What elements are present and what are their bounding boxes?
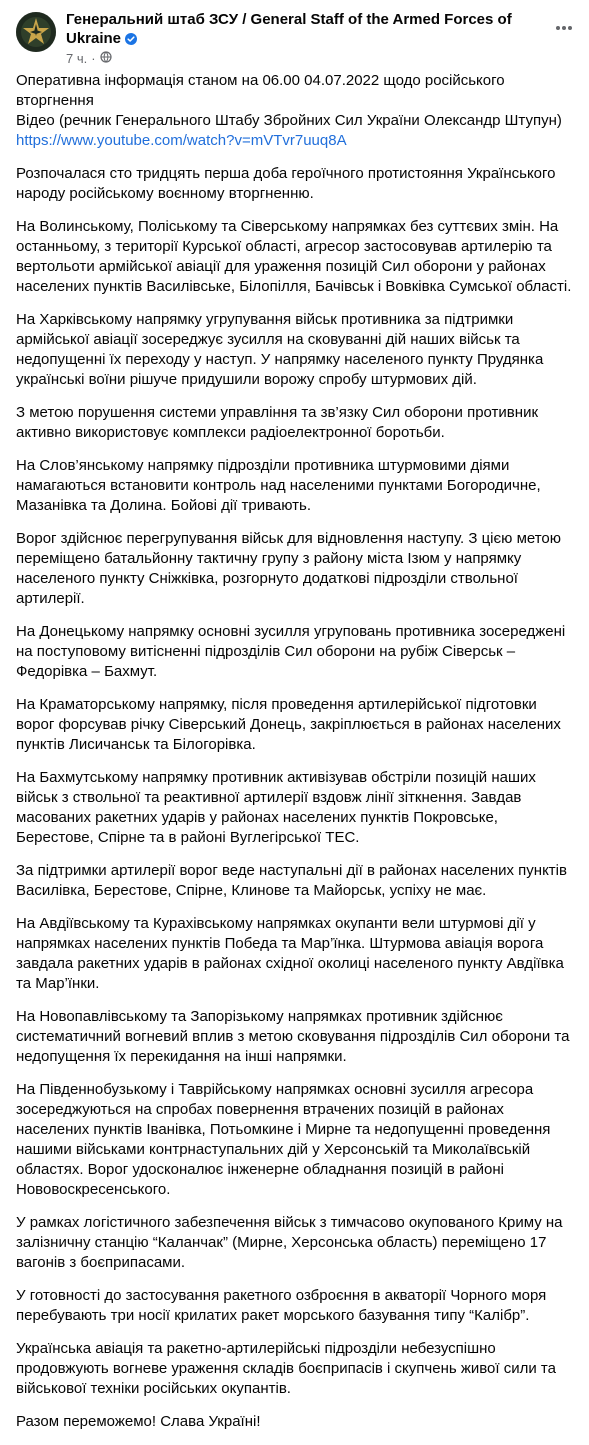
post-paragraph: На Південнобузькому і Таврійському напрямках основні зусилля агресора зосереджуються на спробах повернення втрачених позицій в районах населених пунктів Іванівка, Потьомкине і Мирне та недопущенні проведення нашими військами контрнаступальних дій у Херсонській та Миколаївській областях. Ворог удосконалює інженерне обладнання позицій в районі Нововоскресенського. xyxy=(16,1081,551,1198)
page-avatar[interactable] xyxy=(16,12,56,52)
post-paragraph: На Краматорському напрямку, після проведення артилерійської підготовки ворог форсував річку Сіверський Донець, закріплюється в районах населених пунктів Лисичанськ та Білогорівка. xyxy=(16,696,561,753)
post-paragraph: На Слов’янському напрямку підрозділи противника штурмовими діями намагаються встановити контроль над населеними пунктами Богородичне, Мазанівка та Долина. Бойові дії тривають. xyxy=(16,457,541,514)
post-paragraph: Ворог здійснює перегрупування військ для відновлення наступу. З цією метою переміщено батальйонну тактичну групу з району міста Ізюм у напрямку населеного пункту Сніжківка, розгорнуто додаткові підрозділи ствольної артилерії. xyxy=(16,530,562,607)
more-horizontal-icon xyxy=(554,18,574,38)
verified-badge-icon xyxy=(125,31,137,50)
video-link[interactable]: https://www.youtube.com/watch?v=mVTvr7uuq8A xyxy=(16,132,347,149)
post-body xyxy=(16,71,576,1445)
post-paragraph: Розпочалася сто тридцять перша доба героїчного протистояння Українського народу російському воєнному вторгненню. xyxy=(16,165,556,202)
page-name-text: Генеральний штаб ЗСУ / General Staff of the Armed Forces of Ukraine xyxy=(66,11,512,47)
intro-line-2: Відео (речник Генерального Штабу Збройних Сил України Олександр Штупун) xyxy=(16,112,562,129)
post-paragraph: На Бахмутському напрямку противник активізував обстріли позицій наших військ з ствольної та реактивної артилерії вздовж лінії зіткнення. Завдав масованих ракетних ударів у районах населених пунктів Покровське, Берестове, Спірне та в районі Вуглегірської ТЕС. xyxy=(16,769,536,846)
globe-icon xyxy=(100,51,112,67)
post-intro xyxy=(16,71,576,151)
post-paragraph: З метою порушення системи управління та зв’язку Сил оборони противник активно використовує комплекси радіоелектронної боротьби. xyxy=(16,404,539,441)
more-options-button[interactable] xyxy=(546,10,582,46)
post-header xyxy=(0,0,589,74)
post-paragraph: На Авдіївському та Курахівському напрямках окупанти вели штурмові дії у напрямках населених пунктів Победа та Мар’їнка. Штурмова авіація ворога завдала ракетних ударів в районах східної околиці населеного пункту Авдіївка та Мар’їнки. xyxy=(16,915,564,992)
general-staff-emblem-icon xyxy=(16,12,56,52)
post-paragraph: На Донецькому напрямку основні зусилля угруповань противника зосереджені на поступовому витісненні підрозділів Сил оборони на рубіж Сіверськ – Федорівка – Бахмут. xyxy=(16,623,566,680)
post-paragraph: За підтримки артилерії ворог веде наступальні дії в районах населених пунктів Василівка, Берестове, Спірне, Клинове та Майорськ, успіху не має. xyxy=(16,862,567,899)
post-paragraph: Українська авіація та ракетно-артилерійські підрозділи небезуспішно продовжують вогневе ураження складів боєприпасів і скупчень живої сили та військової техніки російських окупантів. xyxy=(16,1340,556,1397)
post-paragraph: На Харківському напрямку угрупування військ противника за підтримки армійської авіації зосереджує зусилля на сковуванні дій наших військ та недопущенні їх переходу у наступ. У напрямку населеного пункту Прудянка українські воїни рішуче придушили ворожу спробу штурмових дій. xyxy=(16,311,544,388)
page-name-link[interactable] xyxy=(66,10,526,50)
intro-line-1: Оперативна інформація станом на 06.00 04.07.2022 щодо російського вторгнення xyxy=(16,72,505,109)
post-paragraph: Разом переможемо! Слава Україні! xyxy=(16,1413,261,1430)
post-paragraph: На Волинському, Поліському та Сіверському напрямках без суттєвих змін. На останньому, з території Курської області, агресор застосовував артилерію та вертольоти армійської авіації для ураження позицій Сил оборони у районах населених пунктів Василівське, Білопілля, Бачівськ і Вовківка Сумської області. xyxy=(16,218,572,295)
post-meta xyxy=(66,51,112,67)
post-timestamp[interactable]: 7 ч. xyxy=(66,51,88,66)
meta-separator: · xyxy=(91,51,96,66)
post-paragraph: У рамках логістичного забезпечення військ з тимчасово окупованого Криму на залізничну станцію “Каланчак” (Мирне, Херсонська область) переміщено 17 вагонів з боєприпасами. xyxy=(16,1214,563,1271)
post-paragraph: У готовності до застосування ракетного озброєння в акваторії Чорного моря перебувають три носії крилатих ракет морського базування типу “Калібр”. xyxy=(16,1287,547,1324)
post-paragraph: На Новопавлівському та Запорізькому напрямках противник здійснює систематичний вогневий вплив з метою сковування підрозділів Сил оборони та недопущення їх перекидання на інші напрямки. xyxy=(16,1008,570,1065)
